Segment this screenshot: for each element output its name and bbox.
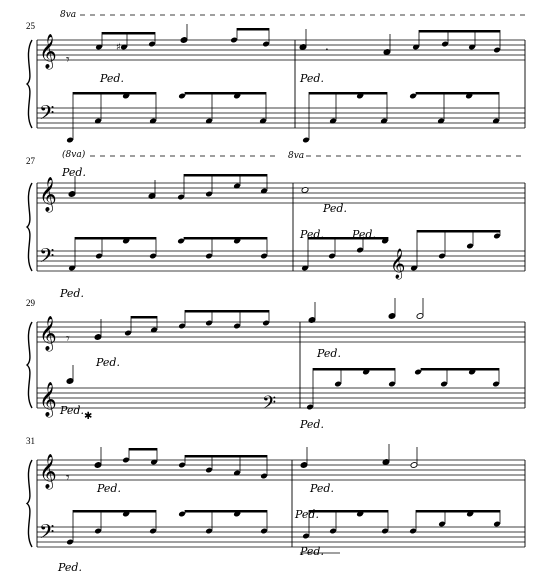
bass-clef-icon: 𝄢 — [39, 101, 55, 129]
bass-clef-icon: 𝄢 — [39, 244, 55, 272]
system-2 — [27, 177, 525, 272]
bass-clef-icon: 𝄢 — [39, 520, 55, 548]
pedal-mark: Ped. — [300, 72, 324, 85]
system-brace — [27, 40, 32, 128]
pedal-mark: Ped. — [295, 508, 319, 521]
note-beam — [237, 28, 269, 31]
note-beam — [309, 510, 388, 513]
sharp-icon: ♯ — [116, 42, 121, 53]
bass-staff — [37, 251, 525, 271]
pedal-mark: Ped. — [317, 347, 341, 360]
treble-staff — [37, 40, 525, 60]
treble-clef-icon: 𝄞 — [39, 34, 57, 69]
ottava-mark: 8va — [60, 10, 77, 20]
system-brace — [27, 322, 32, 408]
pedal-mark: Ped. — [97, 482, 121, 495]
measure-number-27: 27 — [26, 156, 35, 166]
system-3-notes — [59, 298, 500, 431]
note-beam — [102, 32, 155, 35]
note-beam — [73, 92, 156, 95]
pedal-mark: Ped. — [58, 561, 82, 574]
treble-clef-icon: 𝄞 — [39, 316, 57, 351]
pedal-mark: Ped. — [300, 418, 324, 431]
note-beam — [184, 174, 267, 177]
system-brace — [27, 183, 32, 271]
pedal-mark: Ped. — [100, 72, 124, 85]
pedal-mark: Ped. — [62, 166, 86, 179]
pedal-mark: Ped. — [300, 545, 324, 558]
system-2-notes — [59, 149, 525, 300]
ottava-mark: 8va — [288, 151, 305, 161]
bass-staff — [37, 527, 525, 547]
treble-clef-icon: 𝄞 — [390, 249, 406, 279]
system-4 — [27, 454, 525, 548]
note-beam — [421, 368, 499, 371]
pedal-release-icon: ✱ — [84, 411, 93, 422]
measure-number-29: 29 — [26, 298, 35, 308]
dot: . — [325, 39, 329, 53]
pedal-mark: Ped. — [323, 202, 347, 215]
eighth-rest-icon: 𝄾 — [66, 470, 70, 486]
pedal-mark: Ped. — [352, 228, 376, 241]
note-beam — [185, 510, 267, 513]
bass-staff — [37, 108, 525, 128]
score-systems — [27, 10, 525, 574]
pedal-mark: Ped. — [60, 287, 84, 300]
note-beam — [73, 510, 156, 513]
note-beam — [416, 510, 500, 513]
treble-staff — [37, 183, 525, 203]
treble-clef-icon: 𝄞 — [39, 454, 57, 489]
bass-staff — [37, 388, 525, 408]
note-beam — [185, 92, 266, 95]
note-beam — [313, 368, 395, 371]
pedal-mark: Ped. — [60, 404, 84, 417]
treble-clef-icon: 𝄞 — [39, 177, 57, 212]
note-beam — [185, 455, 267, 458]
pedal-mark: Ped. — [300, 228, 324, 241]
pedal-mark: Ped. — [310, 482, 334, 495]
note-beam — [75, 237, 156, 240]
treble-staff — [37, 460, 525, 480]
note-beam — [184, 237, 267, 240]
treble-clef-icon: 𝄞 — [39, 382, 57, 417]
eighth-rest-icon: 𝄾 — [66, 52, 70, 68]
ottava-end-mark: (8va) — [62, 150, 86, 160]
note-beam — [129, 448, 157, 451]
note-beam — [416, 92, 499, 95]
bass-clef-icon: 𝄢 — [262, 393, 277, 418]
treble-staff — [37, 322, 525, 342]
pedal-mark: Ped. — [96, 356, 120, 369]
note-beam — [419, 30, 500, 33]
eighth-rest-icon: 𝄾 — [66, 331, 70, 347]
measure-number-25: 25 — [26, 21, 35, 31]
measure-number-31: 31 — [26, 436, 35, 446]
note-beam — [131, 316, 157, 319]
system-4-notes — [57, 444, 501, 574]
note-beam — [185, 310, 269, 313]
note-beam — [309, 92, 387, 95]
note-beam — [417, 230, 500, 233]
system-brace — [27, 460, 32, 547]
